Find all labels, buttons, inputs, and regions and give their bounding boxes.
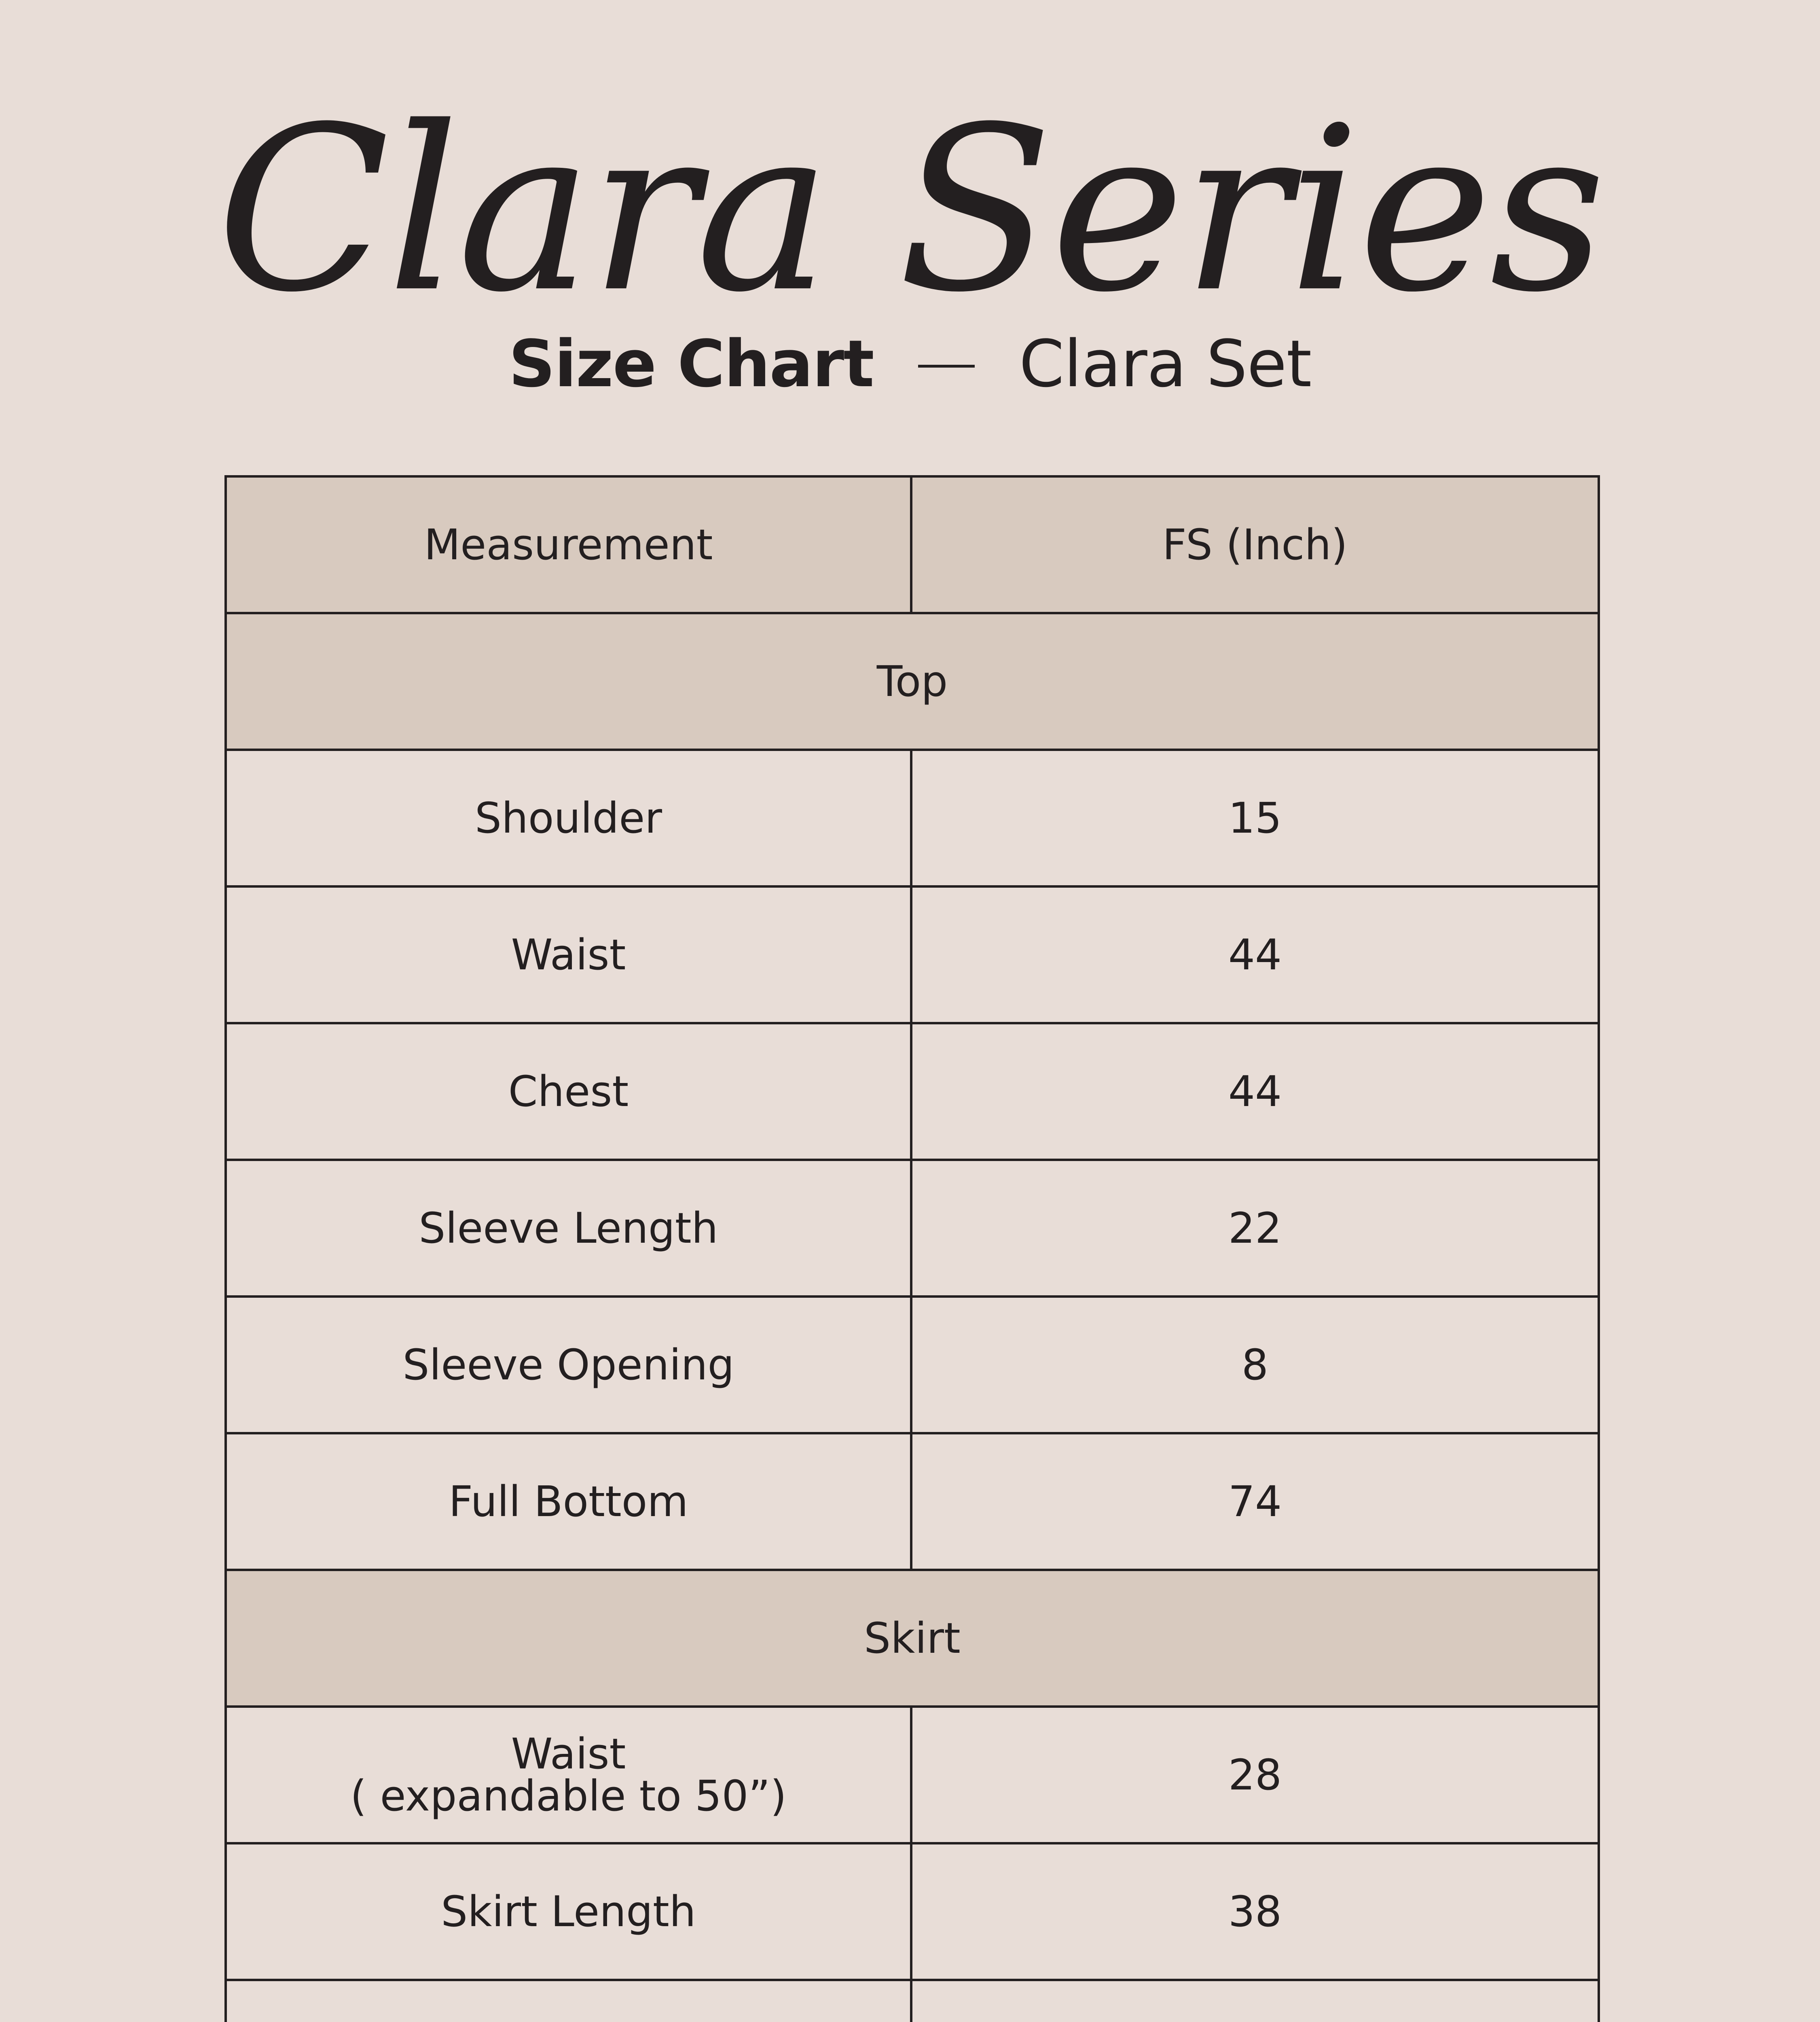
set-name: Clara Set	[1019, 326, 1312, 402]
subtitle	[0, 319, 1820, 408]
column-header-fs-inch: FS (Inch)	[911, 476, 1599, 613]
measurement-label: Shoulder	[226, 750, 911, 886]
measurement-label: Chest	[226, 1023, 911, 1160]
measurement-value: 44	[911, 886, 1599, 1023]
measurement-label	[226, 1980, 911, 2022]
measurement-label	[226, 1707, 911, 1843]
measurement-sublabel: ( expandable to 50”)	[350, 1771, 787, 1821]
table-row	[226, 1023, 1599, 1160]
measurement-label: Sleeve Length	[226, 1160, 911, 1297]
table-row	[226, 1160, 1599, 1297]
measurement-label: Sleeve Opening	[226, 1297, 911, 1433]
measurement-value: 22	[911, 1160, 1599, 1297]
measurement-value	[911, 1980, 1599, 2022]
measurement-value: 28	[911, 1707, 1599, 1843]
table-row	[226, 886, 1599, 1023]
section-title: Top	[226, 613, 1599, 750]
table-row	[226, 1980, 1599, 2022]
measurement-label: Skirt Length	[226, 1843, 911, 1980]
measurement-label-line: Waist	[511, 1729, 626, 1779]
size-chart-label: Size Chart	[508, 326, 874, 402]
measurement-value: 44	[911, 1023, 1599, 1160]
section-row-skirt	[226, 1570, 1599, 1707]
brand-title: Clara Series	[216, 78, 1604, 342]
measurement-value: 74	[911, 1433, 1599, 1570]
measurement-value: 38	[911, 1843, 1599, 1980]
measurement-value: 8	[911, 1297, 1599, 1433]
table-row	[226, 1843, 1599, 1980]
table-row	[226, 750, 1599, 886]
measurement-label: Waist	[226, 886, 911, 1023]
size-table	[224, 475, 1600, 2022]
table-row	[226, 1433, 1599, 1570]
table-row	[226, 1707, 1599, 1843]
section-title: Skirt	[226, 1570, 1599, 1707]
measurement-label: Full Bottom	[226, 1433, 911, 1570]
table-row	[226, 1297, 1599, 1433]
table-header-row	[226, 476, 1599, 613]
measurement-value: 15	[911, 750, 1599, 886]
header	[0, 0, 1820, 445]
dash-divider	[918, 365, 975, 368]
section-row-top	[226, 613, 1599, 750]
column-header-measurement: Measurement	[226, 476, 911, 613]
